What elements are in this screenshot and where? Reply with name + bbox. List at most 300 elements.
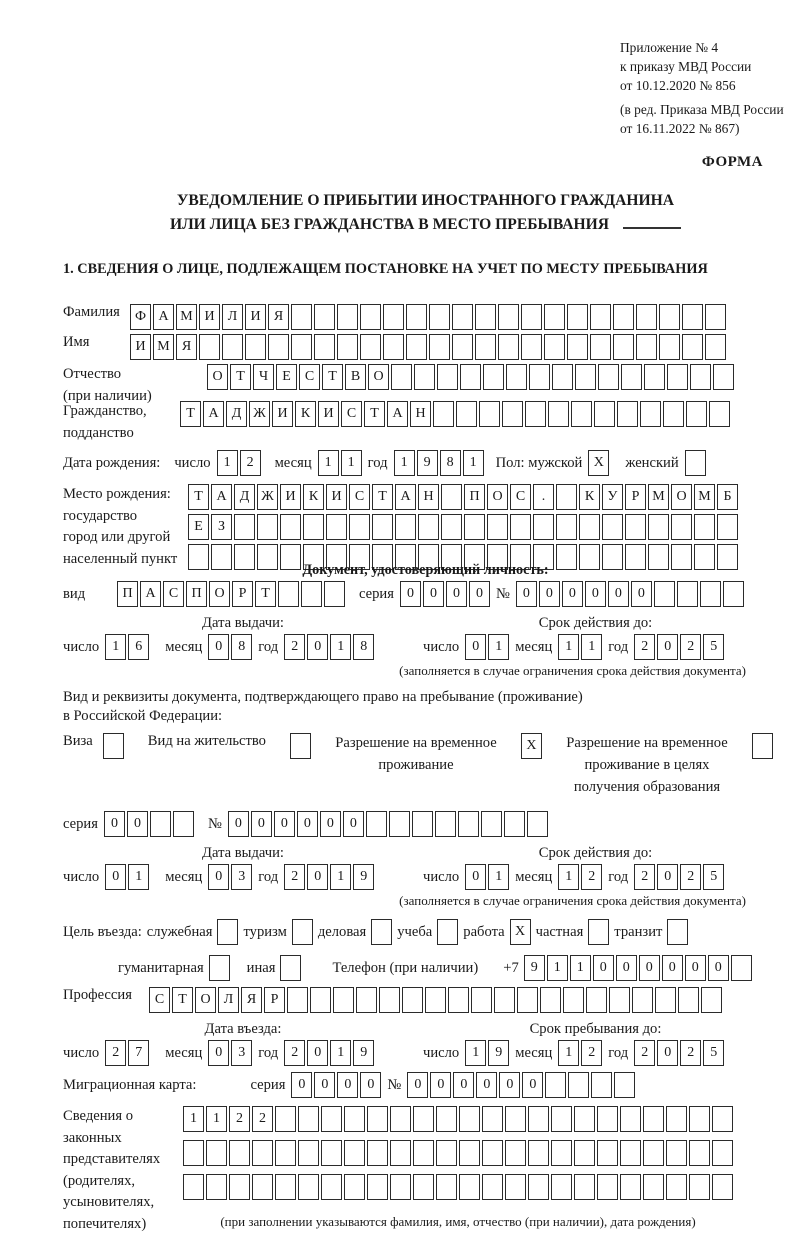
purpose-other-label: иная: [246, 959, 276, 976]
permit-series-label: серия: [63, 815, 98, 832]
box-cell: [705, 334, 726, 360]
form-title: [63, 189, 788, 237]
box-cell: [574, 1140, 595, 1166]
permit-number-label: №: [207, 815, 222, 832]
box-cell: [395, 514, 416, 540]
id-series-label: серия: [359, 585, 394, 602]
day-label: число: [423, 1044, 460, 1061]
box-cell: [321, 1140, 342, 1166]
box-cell: [234, 544, 255, 570]
box-cell: [479, 401, 500, 427]
id-number-label: №: [495, 585, 510, 602]
box-cell: [452, 304, 473, 330]
id-issue-day-boxes: [105, 634, 149, 660]
box-cell: 1: [330, 1040, 351, 1066]
box-cell: 2: [634, 1040, 655, 1066]
box-cell: 0: [423, 581, 444, 607]
year-label: год: [258, 1044, 279, 1061]
box-cell: [556, 544, 577, 570]
box-cell: [475, 334, 496, 360]
box-cell: [686, 401, 707, 427]
box-cell: [367, 1174, 388, 1200]
day-label: число: [174, 454, 211, 471]
box-cell: 5: [703, 1040, 724, 1066]
entry-date-headers: [63, 1021, 788, 1038]
box-cell: 0: [657, 1040, 678, 1066]
box-cell: Я: [176, 334, 197, 360]
box-cell: 0: [593, 955, 614, 981]
birth-place-boxes-row2: [188, 514, 738, 540]
box-cell: [459, 1106, 480, 1132]
box-cell: [731, 955, 752, 981]
box-cell: [671, 514, 692, 540]
box-cell: [390, 1174, 411, 1200]
box-cell: 0: [522, 1072, 543, 1098]
box-cell: [268, 334, 289, 360]
box-cell: [433, 401, 454, 427]
box-cell: [280, 955, 301, 981]
birth-place-label: Место рождения:: [63, 486, 171, 503]
box-cell: 2: [680, 864, 701, 890]
box-cell: [544, 304, 565, 330]
box-cell: И: [272, 401, 293, 427]
box-cell: 1: [330, 864, 351, 890]
birth-place-boxes-row1: [188, 484, 738, 510]
box-cell: [640, 401, 661, 427]
box-cell: [685, 450, 706, 476]
box-cell: Р: [264, 987, 285, 1013]
stay-until-header: Срок пребывания до:: [529, 1021, 662, 1038]
birth-month-boxes: [318, 450, 362, 476]
box-cell: [694, 514, 715, 540]
box-cell: [418, 514, 439, 540]
id-issue-year-boxes: [284, 634, 374, 660]
box-cell: [456, 401, 477, 427]
box-cell: 5: [703, 864, 724, 890]
box-cell: [333, 987, 354, 1013]
mc-series-label: серия: [250, 1076, 286, 1093]
box-cell: А: [387, 401, 408, 427]
box-cell: У: [602, 484, 623, 510]
month-label: месяц: [274, 454, 312, 471]
box-cell: Ж: [257, 484, 278, 510]
box-cell: [504, 811, 525, 837]
box-cell: Т: [172, 987, 193, 1013]
box-cell: [280, 514, 301, 540]
box-cell: 0: [208, 634, 229, 660]
box-cell: [723, 581, 744, 607]
box-cell: [617, 401, 638, 427]
box-cell: 1: [206, 1106, 227, 1132]
profession-boxes: [149, 987, 722, 1013]
box-cell: [199, 334, 220, 360]
box-cell: [291, 334, 312, 360]
entry-month-boxes: [208, 1040, 252, 1066]
box-cell: [173, 811, 194, 837]
box-cell: С: [163, 581, 184, 607]
box-cell: 3: [231, 1040, 252, 1066]
box-cell: 9: [353, 1040, 374, 1066]
box-cell: И: [318, 401, 339, 427]
city-label-2: населенный пункт: [63, 550, 178, 567]
box-cell: [482, 1174, 503, 1200]
stay-month-boxes: [558, 1040, 602, 1066]
box-cell: [229, 1174, 250, 1200]
entry-date-header: Дата въезда:: [204, 1021, 282, 1038]
purpose-private-checkbox: [588, 919, 609, 945]
box-cell: [406, 334, 427, 360]
box-cell: Д: [234, 484, 255, 510]
box-cell: Б: [717, 484, 738, 510]
box-cell: [602, 544, 623, 570]
box-cell: [436, 1174, 457, 1200]
representatives-label-2: законных: [63, 1129, 122, 1146]
box-cell: [528, 1140, 549, 1166]
representatives-note: (при заполнении указываются фамилия, имя, отчество (при наличии), дата рождения): [220, 1214, 696, 1230]
permit-dates-row: [63, 864, 788, 890]
box-cell: 2: [284, 1040, 305, 1066]
box-cell: М: [648, 484, 669, 510]
entry-day-boxes: [105, 1040, 149, 1066]
annex-line-2: к приказу МВД России: [620, 59, 752, 75]
box-cell: [188, 544, 209, 570]
mc-number-label: №: [387, 1076, 402, 1093]
year-label: год: [367, 454, 388, 471]
box-cell: 9: [353, 864, 374, 890]
permit-issue-day-boxes: [105, 864, 149, 890]
box-cell: [525, 401, 546, 427]
box-cell: [414, 364, 435, 390]
box-cell: Я: [241, 987, 262, 1013]
year-label: год: [608, 868, 629, 885]
mc-number-boxes: [407, 1072, 635, 1098]
box-cell: Т: [364, 401, 385, 427]
box-cell: [659, 304, 680, 330]
box-cell: [498, 304, 519, 330]
id-valid-month-boxes: [558, 634, 602, 660]
box-cell: 1: [465, 1040, 486, 1066]
id-date-headers: [63, 615, 788, 632]
box-cell: Ф: [130, 304, 151, 330]
box-cell: [609, 987, 630, 1013]
box-cell: [234, 514, 255, 540]
box-cell: Т: [255, 581, 276, 607]
birth-date-row: [63, 450, 788, 476]
box-cell: О: [195, 987, 216, 1013]
box-cell: С: [510, 484, 531, 510]
box-cell: [257, 514, 278, 540]
box-cell: [505, 1106, 526, 1132]
purpose-work-label: работа: [463, 923, 505, 940]
box-cell: X: [521, 733, 542, 759]
box-cell: [229, 1140, 250, 1166]
box-cell: [257, 544, 278, 570]
box-cell: 0: [657, 634, 678, 660]
box-cell: Т: [188, 484, 209, 510]
box-cell: 0: [307, 634, 328, 660]
box-cell: [505, 1140, 526, 1166]
box-cell: 9: [524, 955, 545, 981]
box-cell: [701, 987, 722, 1013]
box-cell: [413, 1106, 434, 1132]
id-number-boxes: [516, 581, 744, 607]
box-cell: 9: [488, 1040, 509, 1066]
box-cell: [280, 544, 301, 570]
profession-label: Профессия: [63, 987, 132, 1004]
migration-card-row: [63, 1072, 788, 1098]
box-cell: [548, 401, 569, 427]
year-label: год: [258, 868, 279, 885]
day-label: число: [63, 1044, 100, 1061]
box-cell: [206, 1174, 227, 1200]
box-cell: [551, 1140, 572, 1166]
migration-card-label: Миграционная карта:: [63, 1076, 197, 1093]
box-cell: [588, 919, 609, 945]
year-label: год: [608, 638, 629, 655]
purpose-humanitarian-label: гуманитарная: [118, 959, 204, 976]
box-cell: 0: [407, 1072, 428, 1098]
box-cell: 1: [394, 450, 415, 476]
box-cell: [252, 1174, 273, 1200]
name-boxes: [130, 334, 726, 360]
purpose-tourism-checkbox: [292, 919, 313, 945]
box-cell: [298, 1174, 319, 1200]
box-cell: Т: [322, 364, 343, 390]
box-cell: [682, 304, 703, 330]
box-cell: 0: [516, 581, 537, 607]
box-cell: А: [203, 401, 224, 427]
box-cell: [590, 334, 611, 360]
annex-line-1: Приложение № 4: [620, 40, 719, 55]
box-cell: М: [153, 334, 174, 360]
box-cell: О: [487, 484, 508, 510]
box-cell: А: [395, 484, 416, 510]
box-cell: 1: [558, 1040, 579, 1066]
box-cell: 0: [539, 581, 560, 607]
box-cell: 1: [488, 864, 509, 890]
box-cell: Р: [625, 484, 646, 510]
box-cell: [429, 334, 450, 360]
year-label: год: [258, 638, 279, 655]
box-cell: М: [694, 484, 715, 510]
box-cell: [521, 334, 542, 360]
box-cell: [344, 1174, 365, 1200]
birth-place-block: [63, 484, 788, 570]
residence-doc-line-1: Вид и реквизиты документа, подтверждающего право на пребывание (проживание): [63, 689, 583, 706]
box-cell: 0: [291, 1072, 312, 1098]
box-cell: П: [464, 484, 485, 510]
box-cell: 0: [297, 811, 318, 837]
surname-boxes: [130, 304, 726, 330]
permit-valid-day-boxes: [465, 864, 509, 890]
box-cell: [614, 1072, 635, 1098]
blank-line: [623, 227, 681, 229]
patronymic-boxes: [207, 364, 734, 390]
box-cell: 1: [105, 634, 126, 660]
box-cell: 0: [465, 864, 486, 890]
purpose-tourism-label: туризм: [243, 923, 287, 940]
id-valid-day-boxes: [465, 634, 509, 660]
residence-permit-checkbox: [290, 733, 311, 759]
box-cell: .: [533, 484, 554, 510]
purpose-row-2: [118, 955, 788, 981]
doc-type-label: вид: [63, 585, 86, 602]
residence-doc-types-row: [63, 733, 788, 799]
box-cell: [487, 514, 508, 540]
box-cell: [103, 733, 124, 759]
box-cell: 0: [562, 581, 583, 607]
birth-day-boxes: [217, 450, 261, 476]
birth-date-label: Дата рождения:: [63, 454, 161, 471]
permit-date-headers: [63, 845, 788, 862]
box-cell: Я: [268, 304, 289, 330]
purpose-transit-label: транзит: [614, 923, 663, 940]
box-cell: [425, 987, 446, 1013]
box-cell: [620, 1174, 641, 1200]
box-cell: И: [326, 484, 347, 510]
id-issue-date-header: Дата выдачи:: [202, 615, 284, 632]
box-cell: [556, 514, 577, 540]
id-dates-row: [63, 634, 788, 660]
box-cell: [390, 1140, 411, 1166]
box-cell: [429, 304, 450, 330]
box-cell: И: [245, 304, 266, 330]
purpose-label: Цель въезда:: [63, 923, 142, 940]
box-cell: 2: [581, 864, 602, 890]
box-cell: [383, 334, 404, 360]
section1-heading: 1. СВЕДЕНИЯ О ЛИЦЕ, ПОДЛЕЖАЩЕМ ПОСТАНОВКЕ НА УЧЕТ ПО МЕСТУ ПРЕБЫВАНИЯ: [63, 261, 708, 278]
permit-validity-note: (заполняется в случае ограничения срока действия документа): [399, 893, 746, 909]
box-cell: [275, 1174, 296, 1200]
box-cell: [321, 1106, 342, 1132]
box-cell: О: [207, 364, 228, 390]
box-cell: [441, 484, 462, 510]
month-label: месяц: [515, 868, 553, 885]
box-cell: [209, 955, 230, 981]
phone-label: Телефон (при наличии): [332, 959, 479, 976]
box-cell: 9: [417, 450, 438, 476]
box-cell: [291, 304, 312, 330]
month-label: месяц: [515, 638, 553, 655]
box-cell: 0: [453, 1072, 474, 1098]
box-cell: [391, 364, 412, 390]
box-cell: [689, 1174, 710, 1200]
box-cell: 1: [558, 634, 579, 660]
box-cell: [292, 919, 313, 945]
box-cell: 0: [708, 955, 729, 981]
box-cell: [533, 514, 554, 540]
representatives-boxes-row3: [183, 1174, 733, 1200]
box-cell: 1: [463, 450, 484, 476]
name-label: Имя: [63, 334, 90, 351]
box-cell: [360, 304, 381, 330]
box-cell: П: [117, 581, 138, 607]
box-cell: [517, 987, 538, 1013]
box-cell: [390, 1106, 411, 1132]
month-label: месяц: [165, 868, 203, 885]
box-cell: [344, 1106, 365, 1132]
box-cell: 7: [128, 1040, 149, 1066]
temp-residence-label: Разрешение на временное проживание: [335, 735, 497, 774]
box-cell: [413, 1174, 434, 1200]
box-cell: 2: [680, 1040, 701, 1066]
permit-series-row: [63, 811, 788, 837]
revision-line-1: (в ред. Приказа МВД России: [620, 102, 784, 118]
box-cell: [290, 733, 311, 759]
box-cell: 0: [657, 864, 678, 890]
box-cell: [544, 334, 565, 360]
purpose-business-label: деловая: [317, 923, 367, 940]
box-cell: [481, 811, 502, 837]
annex-block: [620, 38, 788, 138]
box-cell: 0: [127, 811, 148, 837]
box-cell: [150, 811, 171, 837]
box-cell: [648, 544, 669, 570]
box-cell: [602, 514, 623, 540]
box-cell: [337, 334, 358, 360]
box-cell: 0: [662, 955, 683, 981]
purpose-row-1: [63, 919, 788, 945]
box-cell: [655, 987, 676, 1013]
form-label: ФОРМА: [701, 154, 763, 171]
temp-residence-checkbox: [521, 733, 542, 759]
box-cell: [217, 919, 238, 945]
box-cell: X: [588, 450, 609, 476]
title-line-2: ИЛИ ЛИЦА БЕЗ ГРАЖДАНСТВА В МЕСТО ПРЕБЫВАНИЯ: [169, 216, 610, 234]
box-cell: [452, 334, 473, 360]
box-cell: 2: [284, 634, 305, 660]
box-cell: 1: [488, 634, 509, 660]
box-cell: [324, 581, 345, 607]
citizenship-label-1: Гражданство,: [63, 403, 147, 420]
stay-year-boxes: [634, 1040, 724, 1066]
permit-series-boxes: [104, 811, 194, 837]
box-cell: [464, 514, 485, 540]
box-cell: [372, 514, 393, 540]
box-cell: [705, 304, 726, 330]
box-cell: [506, 364, 527, 390]
box-cell: [666, 1140, 687, 1166]
box-cell: 0: [469, 581, 490, 607]
box-cell: [574, 1174, 595, 1200]
entry-dates-row: [63, 1040, 788, 1066]
box-cell: [552, 364, 573, 390]
box-cell: И: [130, 334, 151, 360]
box-cell: [689, 1106, 710, 1132]
month-label: месяц: [165, 638, 203, 655]
box-cell: [505, 1174, 526, 1200]
box-cell: [717, 514, 738, 540]
box-cell: 0: [320, 811, 341, 837]
box-cell: 0: [499, 1072, 520, 1098]
box-cell: Т: [372, 484, 393, 510]
box-cell: С: [149, 987, 170, 1013]
box-cell: 0: [585, 581, 606, 607]
box-cell: [475, 304, 496, 330]
title-line-1: УВЕДОМЛЕНИЕ О ПРИБЫТИИ ИНОСТРАННОГО ГРАЖДАНИНА: [176, 192, 675, 210]
box-cell: [245, 334, 266, 360]
representatives-boxes-row2: [183, 1140, 733, 1166]
temp-residence-edu-label: Разрешение на временное проживание в целях получения образования: [566, 735, 728, 796]
box-cell: [502, 401, 523, 427]
box-cell: [659, 334, 680, 360]
box-cell: И: [280, 484, 301, 510]
box-cell: [709, 401, 730, 427]
representatives-boxes-row1: [183, 1106, 733, 1132]
box-cell: [310, 987, 331, 1013]
doc-type-boxes: [117, 581, 345, 607]
box-cell: [671, 544, 692, 570]
